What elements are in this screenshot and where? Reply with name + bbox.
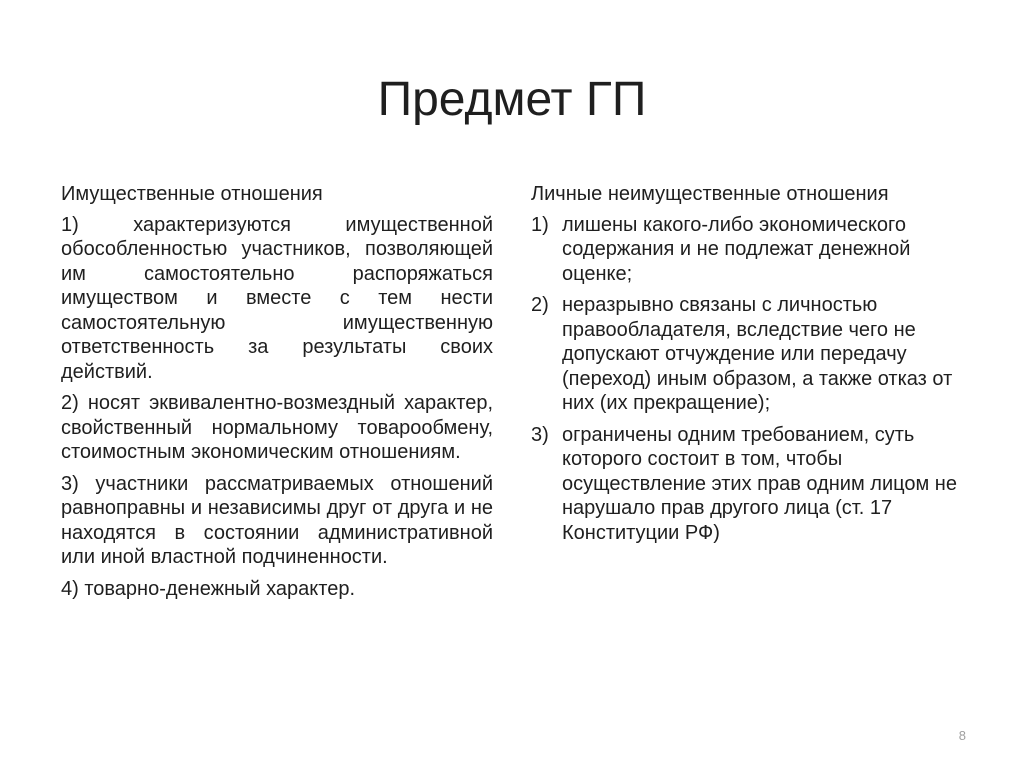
property-relations-item: 1) характеризуются имущественной обособленностью участников, позволяющей им самостоятельно распоряжаться имуществом и вместе с тем нести самостоятельную имущественную ответственность за результаты своих действий.: [61, 213, 493, 383]
personal-non-property-relations-item: [531, 213, 959, 287]
property-relations-column: [61, 182, 493, 608]
item-text: ограничены одним требованием, суть которого состоит в том, чтобы осуществление этих прав одним лицом не нарушало прав другого лица (ст. 17 Конституции РФ): [562, 423, 957, 544]
personal-non-property-relations-item: [531, 293, 959, 416]
page-number: 8: [958, 728, 966, 743]
property-relations-item: 2) носят эквивалентно-возмездный характер, свойственный нормальному товарообмену, стоимостным экономическим отношениям.: [61, 392, 493, 463]
item-number: 3): [531, 423, 549, 446]
property-relations-item: 4) товарно-денежный характер.: [61, 577, 355, 600]
personal-non-property-relations-column: [531, 182, 959, 552]
item-text: неразрывно связаны с личностью правообладателя, вследствие чего не допускают отчуждение или передачу (переход) иным образом, а также отказ от них (их прекращение);: [562, 294, 953, 414]
item-text: лишены какого-либо экономического содержания и не подлежат денежной оценке;: [562, 213, 911, 285]
item-number: 2): [531, 294, 549, 316]
personal-non-property-relations-item: [531, 423, 959, 546]
personal-non-property-relations-heading: Личные неимущественные отношения: [531, 183, 889, 205]
property-relations-item: 3) участники рассматриваемых отношений равноправны и независимы друг от друга и не находятся в состоянии административной или иной властной подчиненности.: [61, 472, 493, 568]
slide-title: Предмет ГП: [377, 73, 647, 126]
property-relations-heading: Имущественные отношения: [61, 183, 323, 205]
item-number: 1): [531, 213, 549, 236]
